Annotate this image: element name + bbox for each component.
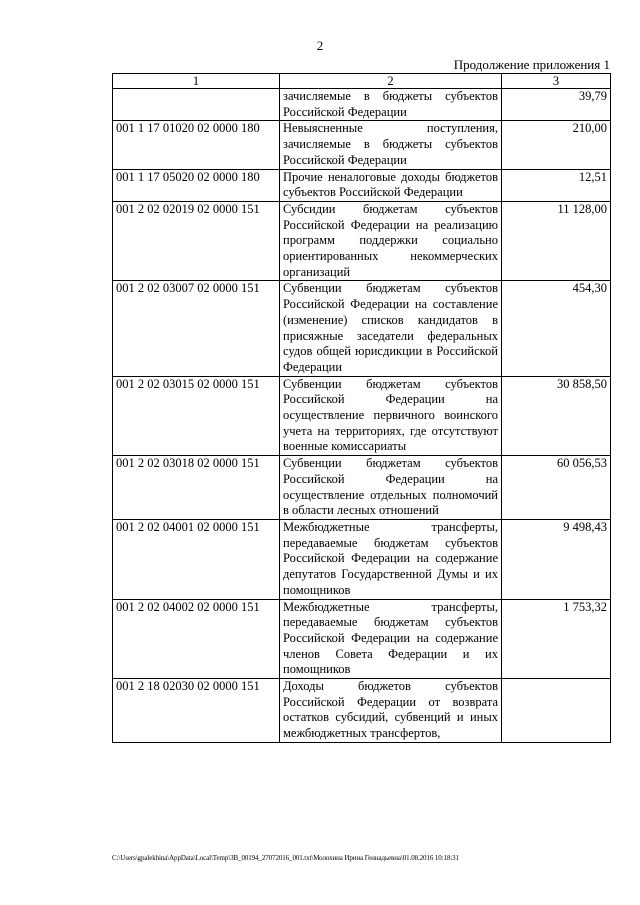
amount: 11 128,00: [502, 201, 611, 281]
budget-code: [113, 89, 280, 121]
table-row: [113, 456, 611, 520]
table-row: [113, 121, 611, 169]
amount: 12,51: [502, 169, 611, 201]
amount: 39,79: [502, 89, 611, 121]
table-row: [113, 89, 611, 121]
income-description: Невыясненные поступления, зачисляемые в бюджеты субъектов Российской Федерации: [280, 121, 502, 169]
budget-code: 001 2 18 02030 02 0000 151: [113, 679, 280, 743]
table-row: [113, 599, 611, 679]
income-description: Межбюджетные трансферты, передаваемые бюджетам субъектов Российской Федерации на содержание членов Совета Федерации и их помощников: [280, 599, 502, 679]
continuation-label: Продолжение приложения 1: [453, 57, 610, 72]
budget-income-table: [112, 73, 611, 743]
table-row: [113, 201, 611, 281]
budget-code: 001 1 17 01020 02 0000 180: [113, 121, 280, 169]
income-description: Субсидии бюджетам субъектов Российской Федерации на реализацию программ поддержки социально ориентированных некоммерческих организаций: [280, 201, 502, 281]
income-description: Доходы бюджетов субъектов Российской Федерации от возврата остатков субсидий, субвенций и иных межбюджетных трансфертов,: [280, 679, 502, 743]
column-header-code: 1: [113, 74, 280, 89]
budget-code: 001 2 02 02019 02 0000 151: [113, 201, 280, 281]
amount: 60 056,53: [502, 456, 611, 520]
income-description: Субвенции бюджетам субъектов Российской Федерации на осуществление отдельных полномочий в области лесных отношений: [280, 456, 502, 520]
income-description: Субвенции бюджетам субъектов Российской Федерации на осуществление первичного воинского учета на территориях, где отсутствуют военные комиссариаты: [280, 376, 502, 456]
income-description: Прочие неналоговые доходы бюджетов субъектов Российской Федерации: [280, 169, 502, 201]
income-description: зачисляемые в бюджеты субъектов Российской Федерации: [280, 89, 502, 121]
footer-file-path: C:\Users\gpalekhina\AppData\Local\Temp\3B_00194_27072016_001.txt\Молохина Ирина Геннадьевна\01.08.2016 10:18:31: [112, 854, 459, 862]
table-row: [113, 679, 611, 743]
income-description: Межбюджетные трансферты, передаваемые бюджетам субъектов Российской Федерации на содержание депутатов Государственной Думы и их помощников: [280, 519, 502, 599]
amount: 210,00: [502, 121, 611, 169]
income-description: Субвенции бюджетам субъектов Российской Федерации на составление (изменение) списков кандидатов в присяжные заседатели федеральных судов общей юрисдикции в Российской Федерации: [280, 281, 502, 376]
table-header-row: [113, 74, 611, 89]
budget-code: 001 2 02 03015 02 0000 151: [113, 376, 280, 456]
amount: 1 753,32: [502, 599, 611, 679]
column-header-amount: 3: [502, 74, 611, 89]
budget-code: 001 2 02 04002 02 0000 151: [113, 599, 280, 679]
amount: 454,30: [502, 281, 611, 376]
amount: [502, 679, 611, 743]
table-row: [113, 169, 611, 201]
budget-code: 001 2 02 04001 02 0000 151: [113, 519, 280, 599]
budget-code: 001 1 17 05020 02 0000 180: [113, 169, 280, 201]
table-row: [113, 281, 611, 376]
table-row: [113, 376, 611, 456]
column-header-description: 2: [280, 74, 502, 89]
amount: 30 858,50: [502, 376, 611, 456]
budget-code: 001 2 02 03007 02 0000 151: [113, 281, 280, 376]
table-row: [113, 519, 611, 599]
budget-code: 001 2 02 03018 02 0000 151: [113, 456, 280, 520]
amount: 9 498,43: [502, 519, 611, 599]
page-number: 2: [316, 38, 324, 53]
